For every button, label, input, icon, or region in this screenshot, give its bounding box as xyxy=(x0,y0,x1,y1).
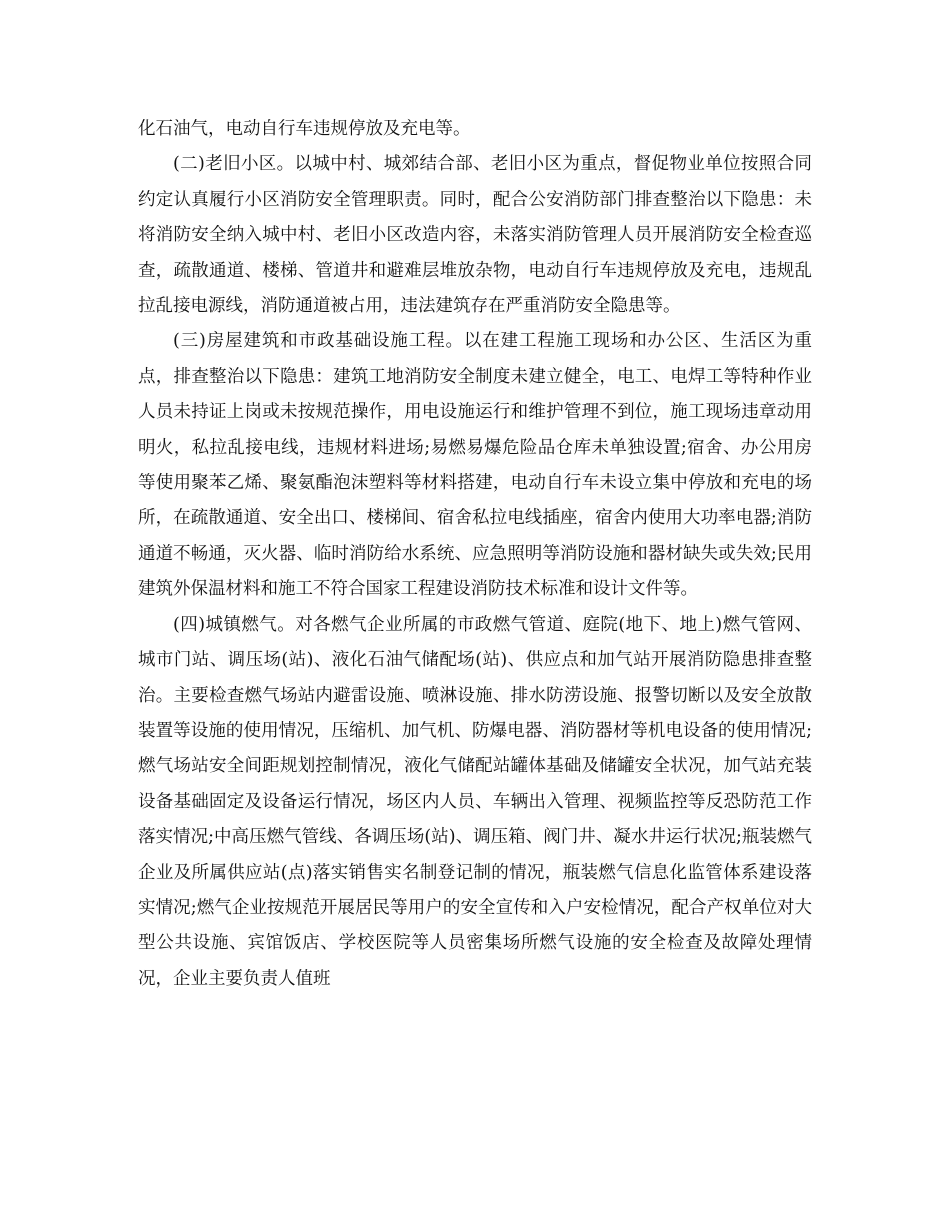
paragraph-urban-gas: (四)城镇燃气。对各燃气企业所属的市政燃气管道、庭院(地下、地上)燃气管网、城市门站、调压场(站)、液化石油气储配场(站)、供应点和加气站开展消防隐患排查整治。主要检查燃气场站内避雷设施、喷淋设施、排水防涝设施、报警切断以及安全放散装置等设施的使用情况，压缩机、加气机、防爆电器、消防器材等机电设备的使用情况;燃气场站安全间距规划控制情况，液化气储配站罐体基础及储罐安全状况，加气站充装设备基础固定及设备运行情况，场区内人员、车辆出入管理、视频监控等反恐防范工作落实情况;中高压燃气管线、各调压场(站)、调压箱、阀门井、凝水井运行状况;瓶装燃气企业及所属供应站(点)落实销售实名制登记制的情况，瓶装燃气信息化监管体系建设落实情况;燃气企业按规范开展居民等用户的安全宣传和入户安检情况，配合产权单位对大型公共设施、宾馆饭店、学校医院等人员密集场所燃气设施的安全检查及故障处理情况，企业主要负责人值班 xyxy=(138,614,812,989)
paragraph-construction-projects: (三)房屋建筑和市政基础设施工程。以在建工程施工现场和办公区、生活区为重点，排查整治以下隐患：建筑工地消防安全制度未建立健全，电工、电焊工等特种作业人员未持证上岗或未按规范操作，用电设施运行和维护管理不到位，施工现场违章动用明火，私拉乱接电线，违规材料进场;易燃易爆危险品仓库未单独设置;宿舍、办公用房等使用聚苯乙烯、聚氨酯泡沫塑料等材料搭建，电动自行车未设立集中停放和充电的场所，在疏散通道、安全出口、楼梯间、宿舍私拉电线插座，宿舍内使用大功率电器;消防通道不畅通，灭火器、临时消防给水系统、应急照明等消防设施和器材缺失或失效;民用建筑外保温材料和施工不符合国家工程建设消防技术标准和设计文件等。 xyxy=(138,331,812,600)
document-body xyxy=(138,112,812,997)
paragraph-old-residential-areas: (二)老旧小区。以城中村、城郊结合部、老旧小区为重点，督促物业单位按照合同约定认真履行小区消防安全管理职责。同时，配合公安消防部门排查整治以下隐患：未将消防安全纳入城中村、老旧小区改造内容，未落实消防管理人员开展消防安全检查巡查，疏散通道、楼梯、管道井和避难层堆放杂物，电动自行车违规停放及充电，违规乱拉乱接电源线，消防通道被占用，违法建筑存在严重消防安全隐患等。 xyxy=(138,154,812,317)
paragraph-continuation: 化石油气，电动自行车违规停放及充电等。 xyxy=(138,119,471,139)
